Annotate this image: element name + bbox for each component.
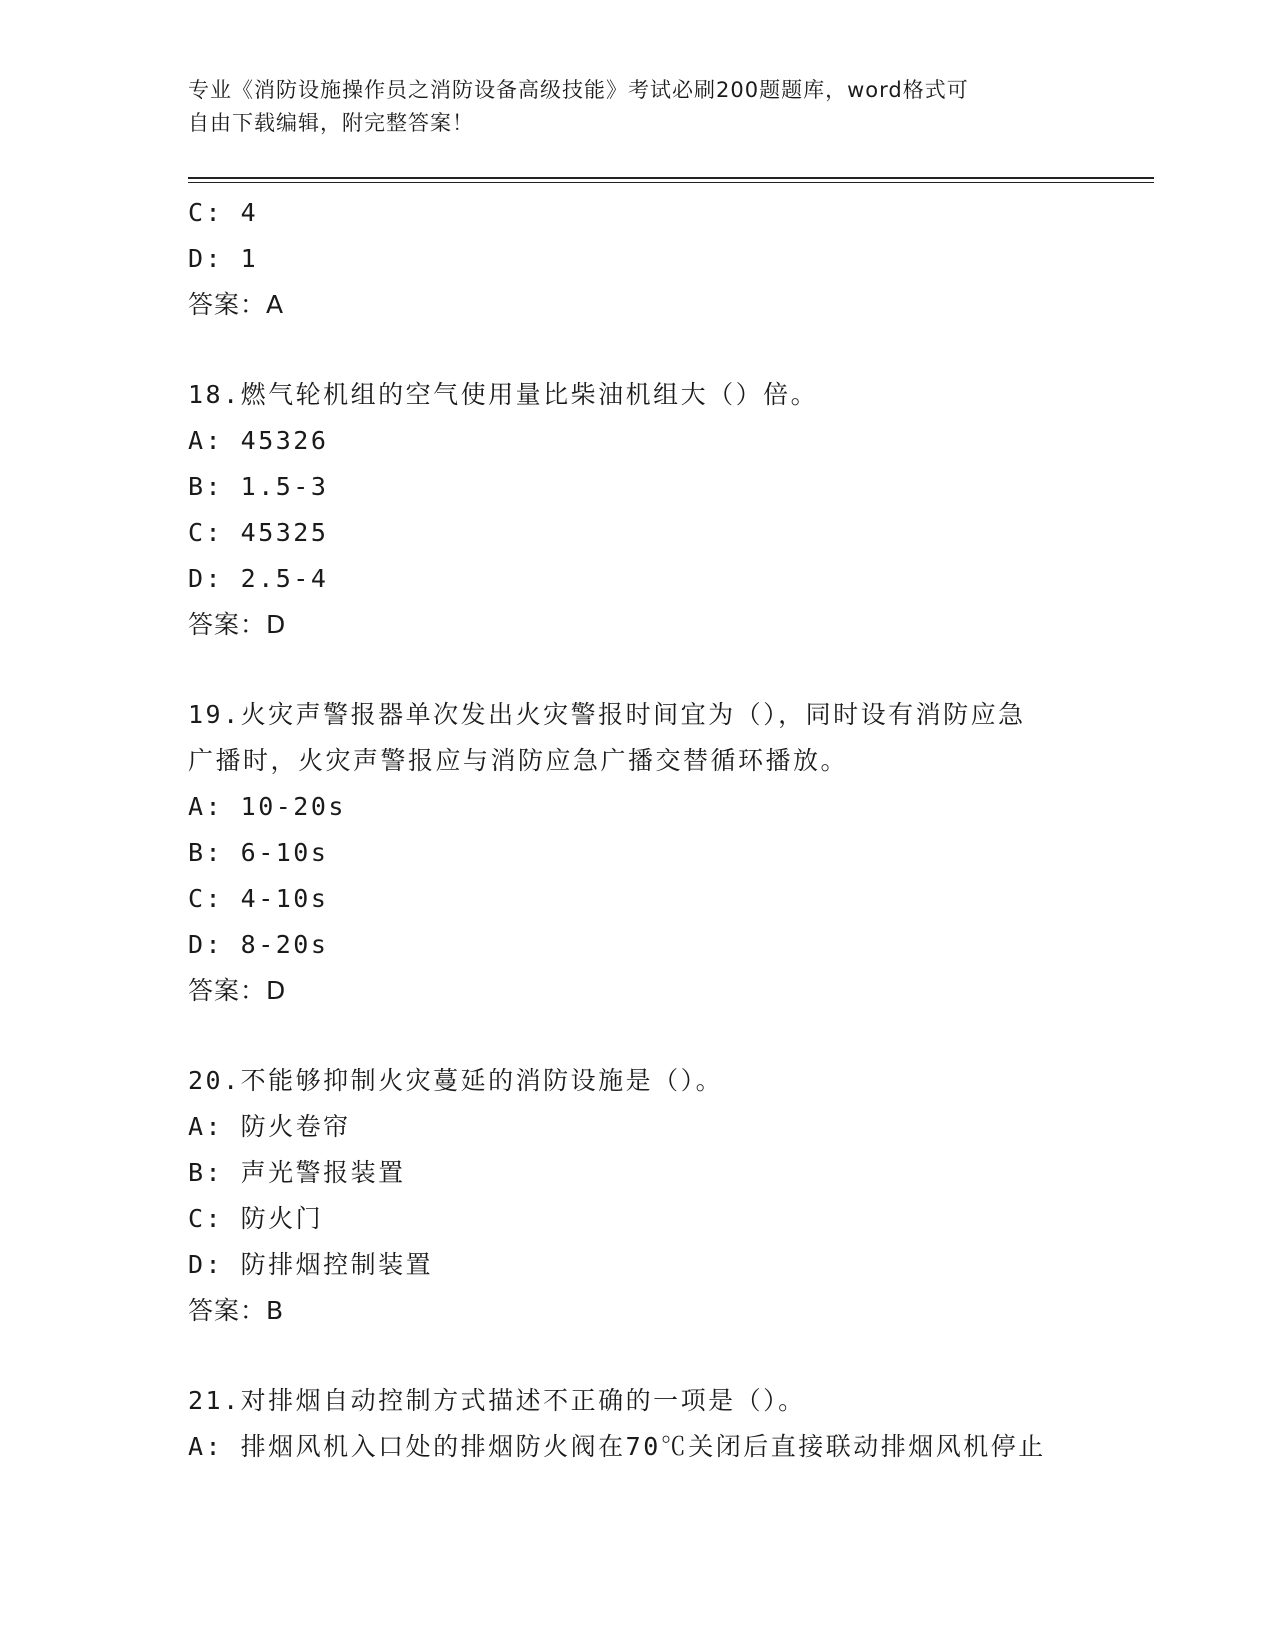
spacer [188, 328, 1108, 372]
header-title-line-1: 专业《消防设施操作员之消防设备高级技能》考试必刷200题题库，word格式可 [188, 78, 969, 102]
document-header [188, 74, 1088, 140]
header-divider-thick [188, 177, 1154, 179]
option-d: D: 2.5-4 [188, 564, 329, 593]
answer-line: 答案：A [188, 290, 285, 319]
header-title-line-2: 自由下载编辑，附完整答案！ [188, 111, 474, 135]
question-stem: 21.对排烟自动控制方式描述不正确的一项是（）。 [188, 1386, 806, 1415]
header-divider-thin [188, 182, 1154, 183]
option-a: A: 防火卷帘 [188, 1112, 351, 1141]
option-c: C: 4-10s [188, 884, 329, 913]
spacer [188, 1014, 1108, 1058]
question-stem-line-2: 广播时，火灾声警报应与消防应急广播交替循环播放。 [188, 746, 849, 775]
option-c: C: 4 [188, 198, 259, 227]
question-stem: 18.燃气轮机组的空气使用量比柴油机组大（）倍。 [188, 380, 819, 409]
question-stem-line-1: 19.火灾声警报器单次发出火灾警报时间宜为（），同时设有消防应急 [188, 700, 1026, 729]
option-b: B: 声光警报装置 [188, 1158, 406, 1187]
answer-line: 答案：B [188, 1296, 285, 1325]
question-stem: 20.不能够抑制火灾蔓延的消防设施是（）。 [188, 1066, 724, 1095]
question-20 [188, 1058, 1108, 1334]
spacer [188, 1334, 1108, 1378]
question-18 [188, 372, 1108, 648]
option-d: D: 8-20s [188, 930, 329, 959]
option-c: C: 防火门 [188, 1204, 324, 1233]
option-d: D: 防排烟控制装置 [188, 1250, 434, 1279]
answer-line: 答案：D [188, 976, 287, 1005]
option-a: A: 排烟风机入口处的排烟防火阀在70℃关闭后直接联动排烟风机停止 [188, 1432, 1046, 1461]
question-21 [188, 1378, 1108, 1470]
option-b: B: 6-10s [188, 838, 329, 867]
spacer [188, 648, 1108, 692]
option-a: A: 10-20s [188, 792, 346, 821]
option-c: C: 45325 [188, 518, 329, 547]
option-b: B: 1.5-3 [188, 472, 329, 501]
document-body [188, 190, 1108, 1470]
answer-line: 答案：D [188, 610, 287, 639]
option-d: D: 1 [188, 244, 259, 273]
question-17-tail [188, 190, 1108, 328]
option-a: A: 45326 [188, 426, 329, 455]
question-19 [188, 692, 1108, 1014]
